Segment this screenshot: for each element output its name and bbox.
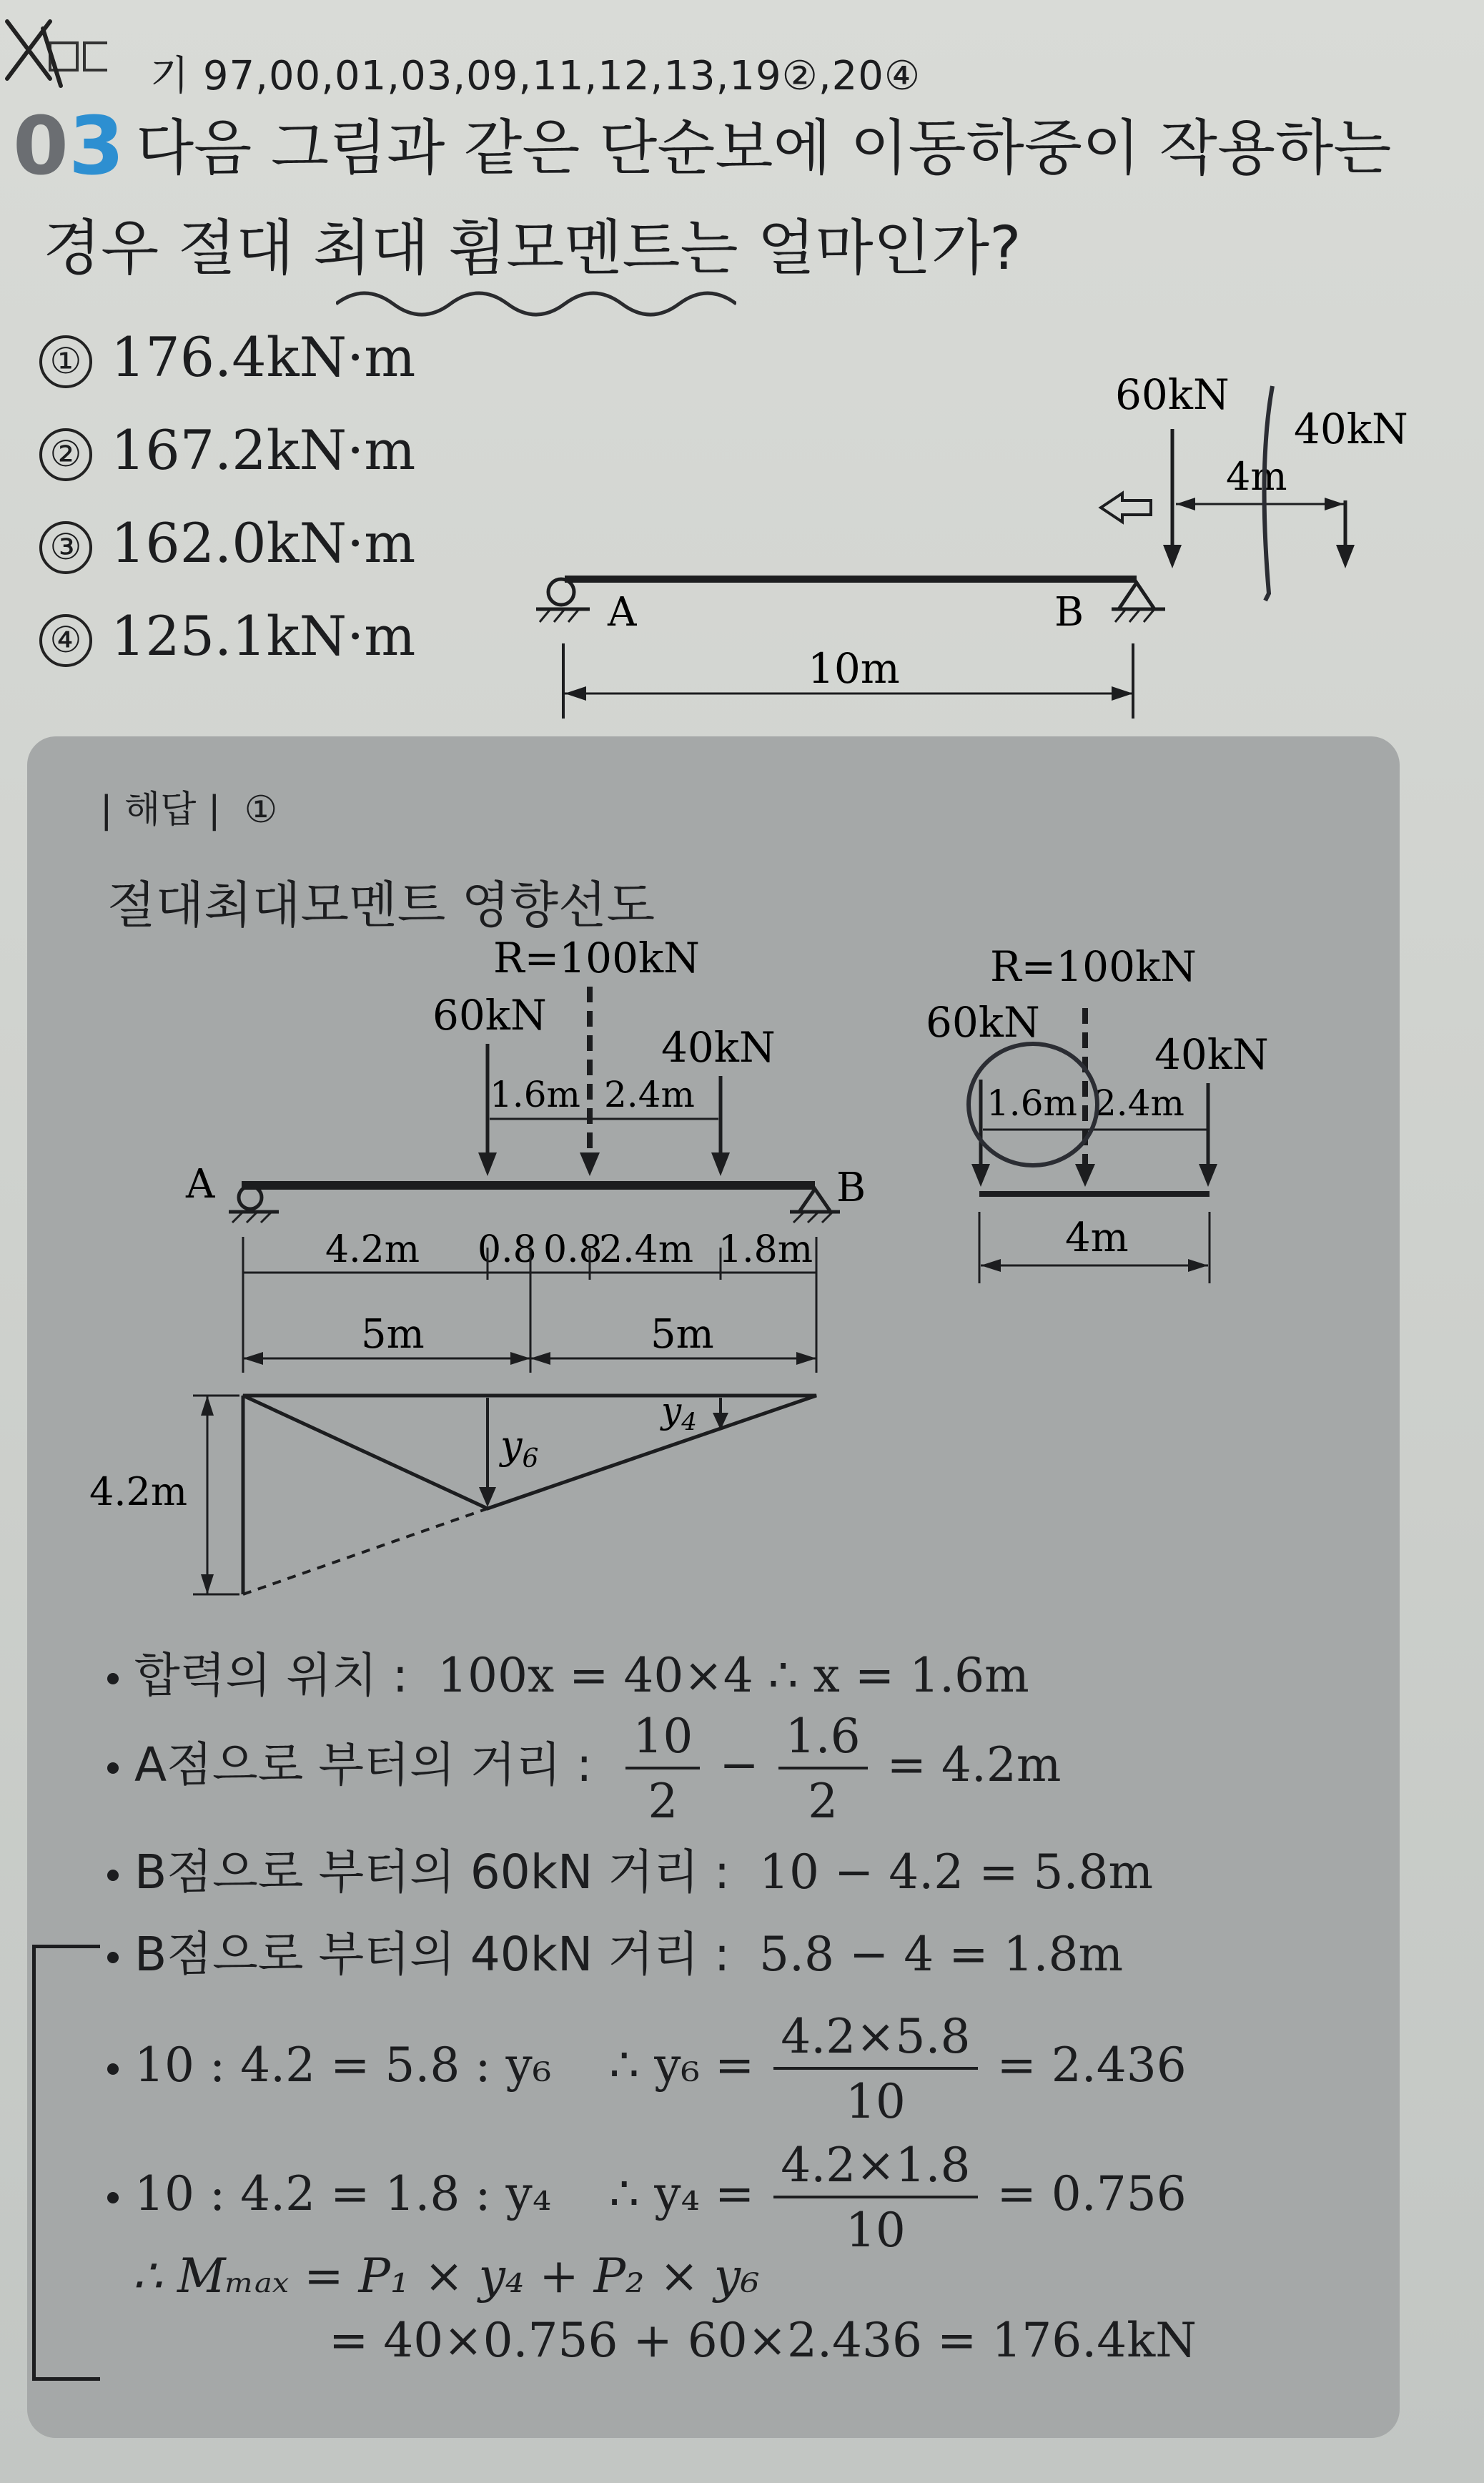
segment-4-2m: 4.2m — [325, 1228, 420, 1271]
support-b-label: B — [1054, 589, 1084, 636]
distance-2-4m: 2.4m — [604, 1074, 695, 1115]
step-resultant-position: 합력의 위치 : 100x = 40×4 ∴ x = 1.6m — [107, 1637, 1029, 1705]
moving-direction-arrow-icon — [1101, 493, 1151, 522]
segment-0-8a: 0.8 — [478, 1228, 537, 1271]
step-60kn-distance-from-b: B점으로 부터의 60kN 거리 : 10 − 4.2 = 5.8m — [107, 1834, 1153, 1902]
support-b-icon — [1119, 583, 1154, 609]
height-4-2m: 4.2m — [89, 1469, 188, 1514]
load-60kn-arrow-icon — [1163, 545, 1182, 568]
support-b-label: B — [836, 1165, 866, 1211]
resultant-label: R=100kN — [493, 934, 700, 982]
question-text-line1: 다음 그림과 같은 단순보에 이동하중이 작용하는 — [136, 113, 1392, 183]
option-2[interactable]: ② 167.2kN·m — [39, 418, 415, 482]
y4-label: $y_4$ — [661, 1390, 697, 1436]
handwritten-bracket — [32, 1945, 100, 2381]
diagram-title: 절대최대모멘트 영향선도 — [107, 876, 656, 934]
small-distance-2-4m: 2.4m — [1094, 1082, 1184, 1124]
support-a-icon — [548, 579, 574, 605]
segment-2-4m: 2.4m — [599, 1228, 694, 1271]
step-distance-from-a: A점으로 부터의 거리 : $\frac{10}{2}$ − $\frac{1.6}{2}$ = 4.2m — [107, 1709, 1061, 1829]
y6-label: $y_6$ — [500, 1423, 539, 1473]
option-4[interactable]: ④ 125.1kN·m — [39, 604, 415, 668]
step-y6: 10 : 4.2 = 5.8 : y₆ ∴ y₆ = $\frac{4.2\times 5.8}{10}$ = 2.436 — [107, 2009, 1187, 2129]
small-distance-1-6m: 1.6m — [986, 1082, 1077, 1124]
question-text-line2: 경우 절대 최대 휨모멘트는 얼마인가? — [43, 213, 1022, 283]
step-mmax-result: = 40×0.756 + 60×2.436 = 176.4kN — [329, 2313, 1197, 2368]
small-load-60kn: 60kN — [926, 998, 1040, 1047]
distance-1-6m: 1.6m — [490, 1074, 580, 1115]
option-3[interactable]: ③ 162.0kN·m — [39, 511, 415, 575]
load-60kn-label: 60kN — [1115, 370, 1230, 419]
step-40kn-distance-from-b: B점으로 부터의 40kN 거리 : 5.8 − 4 = 1.8m — [107, 1916, 1123, 1984]
segment-1-8m: 1.8m — [718, 1228, 813, 1271]
span-label: 10m — [808, 644, 900, 693]
past-exam-years: 기 97,00,01,03,09,11,12,13,19②,20④ — [150, 53, 921, 99]
load-spacing-label: 4m — [1226, 454, 1287, 499]
support-a-label: A — [608, 589, 637, 636]
small-resultant-label: R=100kN — [990, 942, 1197, 991]
influence-line-diagram — [71, 929, 1358, 1616]
question-number: 03 — [13, 100, 124, 193]
option-1[interactable]: ① 176.4kN·m — [39, 325, 415, 389]
checkbox-mark-icon — [0, 14, 107, 93]
half-span-left: 5m — [361, 1311, 425, 1358]
handwritten-underline — [336, 275, 736, 325]
load-40kn-label: 40kN — [1294, 405, 1408, 453]
support-a-label: A — [186, 1161, 215, 1208]
segment-0-8b: 0.8 — [543, 1228, 603, 1271]
step-mmax-formula: ∴ Mₘₐₓ = P₁ × y₄ + P₂ × y₆ — [132, 2248, 760, 2304]
beam-problem-figure — [522, 357, 1415, 744]
small-load-40kn: 40kN — [1154, 1030, 1269, 1079]
step-y4: 10 : 4.2 = 1.8 : y₄ ∴ y₄ = $\frac{4.2\times 1.8}{10}$ = 0.756 — [107, 2138, 1187, 2258]
load-40kn-label: 40kN — [661, 1023, 776, 1072]
small-total-4m: 4m — [1065, 1215, 1129, 1261]
load-40kn-arrow-icon — [1336, 545, 1355, 568]
answer-label: | 해답 | ① — [100, 789, 278, 831]
half-span-right: 5m — [651, 1311, 714, 1358]
load-60kn-label: 60kN — [432, 991, 547, 1040]
